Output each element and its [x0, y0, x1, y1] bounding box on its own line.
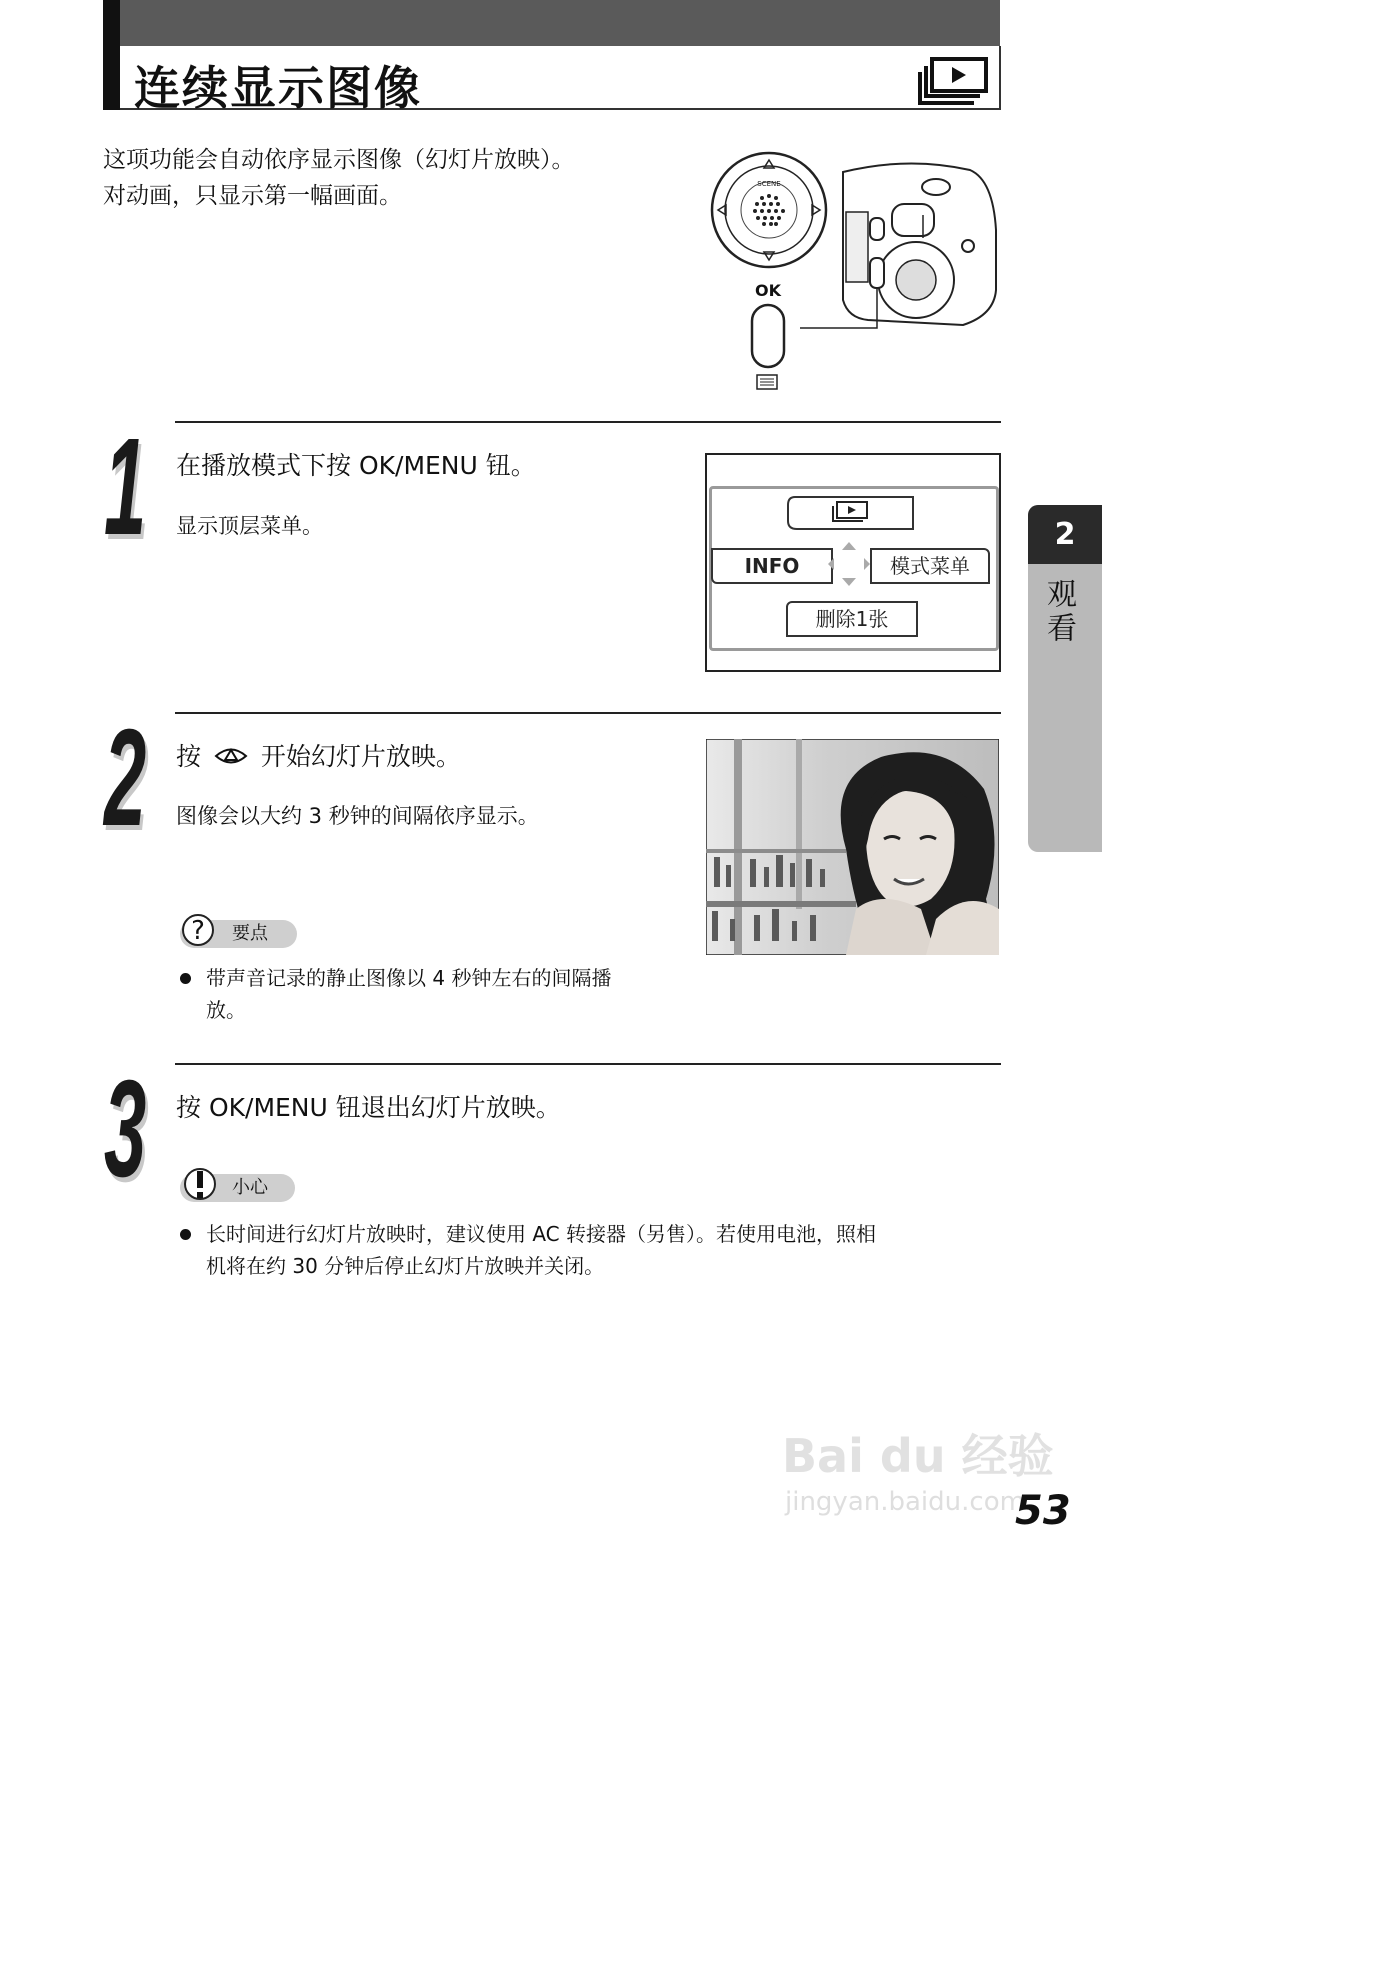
page-title: 连续显示图像 [134, 61, 422, 115]
menu-arrows-icon [826, 540, 872, 588]
intro-text: 这项功能会自动依序显示图像（幻灯片放映）。 对动画，只显示第一幅画面。 [103, 147, 575, 209]
step-number: 3 [104, 1052, 145, 1206]
up-arrow-button-icon [213, 745, 249, 767]
step-divider [175, 421, 1001, 423]
step-number: 1 [104, 410, 145, 564]
menu-info-button: INFO [711, 548, 833, 584]
title-bar [103, 0, 1000, 46]
title-border [999, 46, 1001, 110]
step-divider [175, 1063, 1001, 1065]
chapter-label: 观看 [1041, 578, 1076, 646]
watermark-logo: Bai du 经验 [782, 1429, 1054, 1483]
menu-delete-button: 删除1张 [786, 601, 918, 637]
step-heading: 在播放模式下按 OK/MENU 钮。 [176, 451, 536, 480]
menu-mode-button: 模式菜单 [870, 548, 990, 584]
chapter-number: 2 [1028, 505, 1102, 564]
slideshow-photo [706, 739, 999, 955]
step-heading: 按 OK/MENU 钮退出幻灯片放映。 [176, 1093, 561, 1122]
step-number: 2 [104, 701, 145, 855]
step-description: 显示顶层菜单。 [176, 514, 323, 538]
caution-badge: 小心 [180, 1174, 295, 1202]
tip-badge: 要点 [180, 920, 297, 948]
watermark-url: jingyan.baidu.com [785, 1487, 1025, 1517]
question-icon [181, 910, 215, 950]
step-divider [175, 712, 1001, 714]
menu-slideshow-button [785, 495, 917, 533]
camera-illustration [708, 150, 1003, 395]
tip-text: 带声音记录的静止图像以 4 秒钟左右的间隔播 放。 [206, 966, 612, 1022]
caution-text: 长时间进行幻灯片放映时，建议使用 AC 转接器（另售）。若使用电池，照相 机将在约 30 分钟后停止幻灯片放映并关闭。 [206, 1222, 877, 1278]
bullet-icon [180, 1229, 191, 1240]
scene-label: SCENE [757, 180, 781, 188]
bullet-icon [180, 973, 191, 984]
caution-icon [183, 1164, 217, 1204]
playback-icon [918, 56, 988, 106]
page-number: 53 [1015, 1488, 1071, 1534]
step-heading: 按 开始幻灯片放映。 [176, 742, 461, 771]
ok-label: OK [755, 281, 781, 300]
svg-text:?: ? [191, 916, 205, 946]
title-accent [103, 0, 120, 110]
step-description: 图像会以大约 3 秒钟的间隔依序显示。 [176, 804, 539, 828]
